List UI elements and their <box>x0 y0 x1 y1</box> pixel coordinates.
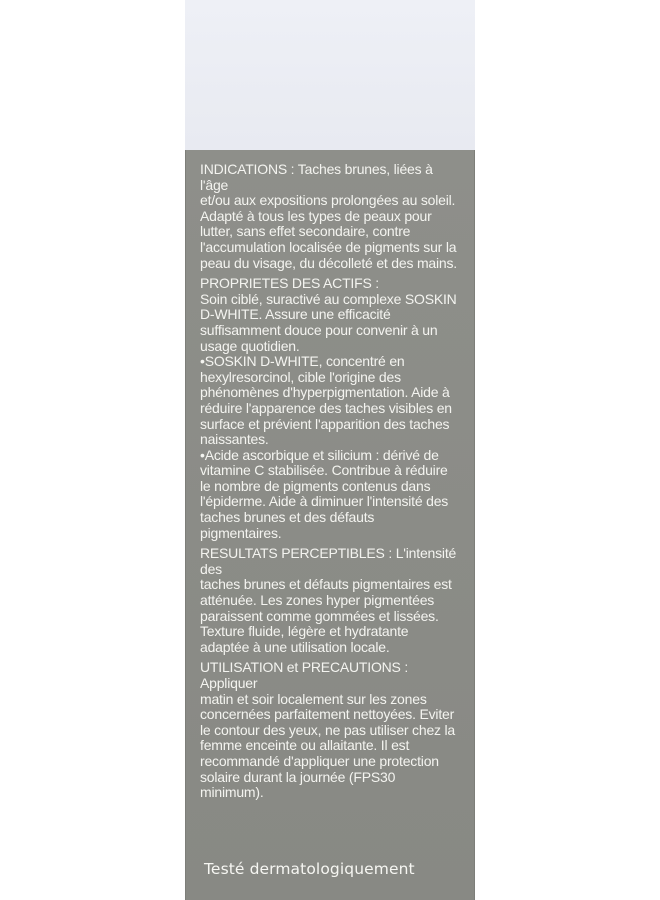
text-line: lutter, sans effet secondaire, contre <box>200 223 411 240</box>
text-line: PROPRIETES DES ACTIFS : <box>200 275 379 292</box>
package-top-panel <box>185 0 475 150</box>
text-line: usage quotidien. <box>200 337 300 354</box>
text-line: atténuée. Les zones hyper pigmentées <box>200 592 435 609</box>
text-line: femme enceinte ou allaitante. Il est <box>200 737 410 754</box>
text-line: pigmentaires. <box>200 524 282 541</box>
section-properties <box>200 276 462 541</box>
text-line: le contour des yeux, ne pas utiliser chez la <box>200 721 456 738</box>
text-line: Texture fluide, légère et hydratante <box>200 623 409 640</box>
text-line: UTILISATION et PRECAUTIONS : Appliquer <box>200 659 409 691</box>
text-line: taches brunes et défauts pigmentaires est <box>200 576 452 593</box>
text-line: INDICATIONS : Taches brunes, liées à l'âge <box>200 161 433 193</box>
text-line: réduire l'apparence des taches visibles en <box>200 399 452 416</box>
text-line: •SOSKIN D-WHITE, concentré en <box>200 353 405 370</box>
dermatology-tested-label: Testé dermatologiquement <box>204 860 415 878</box>
text-line: minimum). <box>200 784 264 801</box>
text-line: phénomènes d'hyperpigmentation. Aide à <box>200 384 450 401</box>
text-line: et/ou aux expositions prolongées au soleil. <box>200 192 456 209</box>
text-line: l'épiderme. Aide à diminuer l'intensité des <box>200 493 449 510</box>
text-line: adaptée à une utilisation locale. <box>200 638 390 655</box>
text-line: Soin ciblé, suractivé au complexe SOSKIN <box>200 290 457 307</box>
text-line: •Acide ascorbique et silicium : dérivé de <box>200 446 439 463</box>
text-line: D-WHITE. Assure une efficacité <box>200 306 391 323</box>
text-line: l'accumulation localisée de pigments sur la <box>200 238 457 255</box>
section-usage <box>200 660 462 800</box>
text-line: suffisamment douce pour convenir à un <box>200 321 438 338</box>
section-indications <box>200 162 462 271</box>
text-line: matin et soir localement sur les zones <box>200 690 427 707</box>
text-line: naissantes. <box>200 431 269 448</box>
text-line: solaire durant la journée (FPS30 <box>200 768 396 785</box>
text-line: vitamine C stabilisée. Contribue à réduire <box>200 462 448 479</box>
text-line: paraissent comme gommées et lissées. <box>200 607 439 624</box>
product-description <box>200 162 462 806</box>
text-line: le nombre de pigments contenus dans <box>200 477 431 494</box>
text-line: hexylresorcinol, cible l'origine des <box>200 368 401 385</box>
text-line: recommandé d'appliquer une protection <box>200 752 439 769</box>
text-line: concernées parfaitement nettoyées. Eviter <box>200 706 455 723</box>
text-line: RESULTATS PERCEPTIBLES : L'intensité des <box>200 545 457 577</box>
text-line: Adapté à tous les types de peaux pour <box>200 207 432 224</box>
text-line: taches brunes et des défauts <box>200 509 375 526</box>
text-line: peau du visage, du décolleté et des mains. <box>200 254 457 271</box>
section-results <box>200 546 462 655</box>
text-line: surface et prévient l'apparition des taches <box>200 415 450 432</box>
